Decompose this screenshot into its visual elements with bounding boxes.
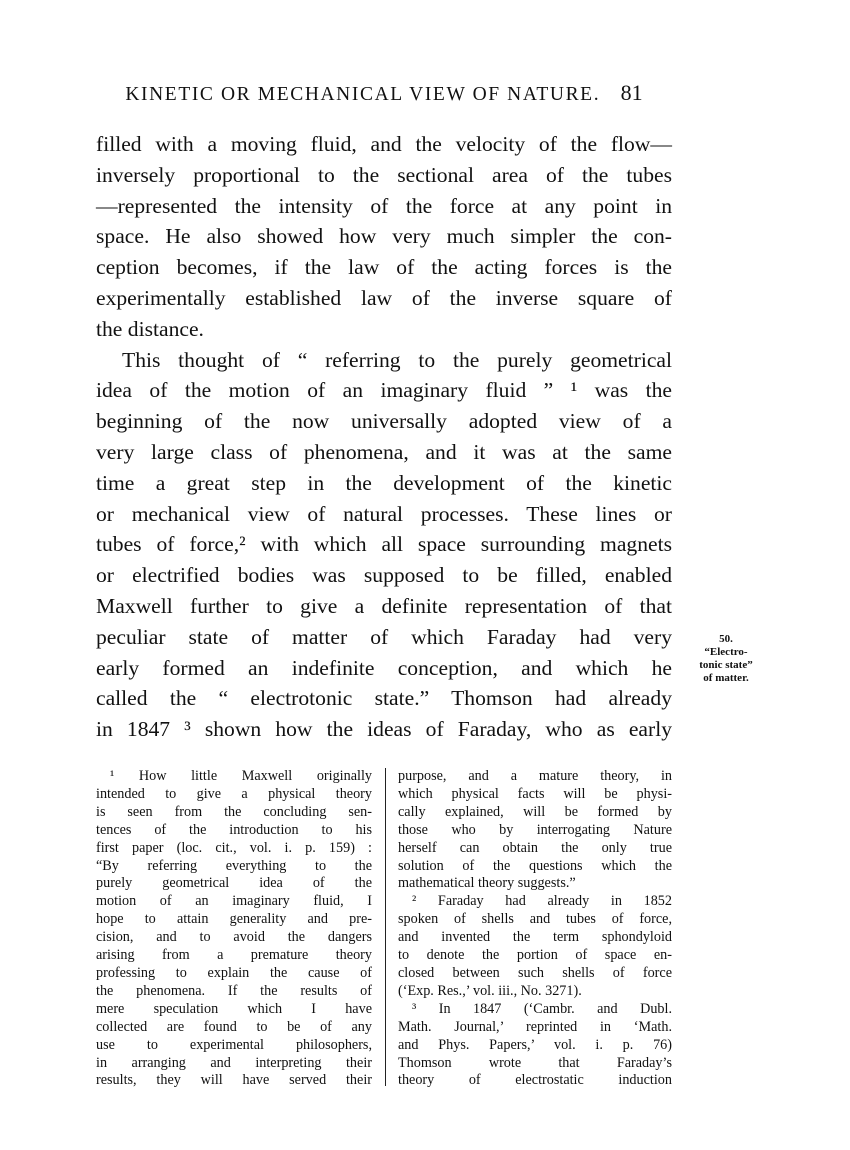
running-title: KINETIC OR MECHANICAL VIEW OF NATURE. — [125, 84, 601, 105]
text-line: or electrified bodies was supposed to be filled, enabled — [96, 563, 672, 588]
footnote-line: cision, and to avoid the dangers — [96, 929, 372, 946]
text-line: very large class of phenomena, and it was at the same — [96, 439, 672, 464]
running-header — [96, 80, 672, 106]
footnote-line: motion of an imaginary fluid, I — [96, 893, 372, 910]
footnote-line: herself can obtain the only true — [398, 839, 672, 856]
text-line: peculiar state of matter of which Faraday had very — [96, 624, 672, 649]
footnote-line: mathematical theory suggests.” — [398, 875, 576, 892]
margin-note — [676, 633, 776, 685]
footnote-line: in arranging and interpreting their — [96, 1054, 372, 1071]
footnote-line: collected are found to be of any — [96, 1018, 372, 1035]
column-divider — [385, 768, 386, 1086]
footnote-column-left — [96, 768, 372, 1090]
footnote-line: ¹ How little Maxwell originally — [110, 768, 372, 784]
text-line: the distance. — [96, 316, 204, 341]
footnote-line: ² Faraday had already in 1852 — [412, 893, 672, 910]
footnote-line: (‘Exp. Res.,’ vol. iii., No. 3271). — [398, 982, 582, 999]
footnote-line: hope to attain generality and pre- — [96, 911, 372, 928]
footnote-line: is seen from the concluding sen- — [96, 803, 372, 820]
footnote-line: professing to explain the cause of — [96, 964, 372, 981]
footnote-line: use to experimental philosophers, — [96, 1036, 372, 1053]
footnote-line: closed between such shells of force — [398, 964, 672, 981]
footnote-line: and invented the term sphondyloid — [398, 929, 672, 946]
footnote-line: and Phys. Papers,’ vol. i. p. 76) — [398, 1036, 672, 1053]
text-line: beginning of the now universally adopted view of a — [96, 409, 672, 434]
footnote-line: cally explained, will be formed by — [398, 803, 672, 820]
footnote-line: tences of the introduction to his — [96, 821, 372, 838]
footnote-line: spoken of shells and tubes of force, — [398, 911, 672, 928]
main-text — [96, 129, 672, 745]
text-line: tubes of force,² with which all space surrounding magnets — [96, 532, 672, 557]
footnote-line: intended to give a physical theory — [96, 785, 372, 802]
margin-note-line: tonic state” — [699, 659, 753, 671]
footnote-line: “By referring everything to the — [96, 857, 372, 874]
footnote-line: mere speculation which I have — [96, 1000, 372, 1017]
text-line: or mechanical view of natural processes. These lines or — [96, 501, 672, 526]
text-line: This thought of “ referring to the purely geometrical — [122, 347, 672, 372]
page-number: 81 — [620, 80, 643, 105]
footnote-line: purely geometrical idea of the — [96, 875, 372, 892]
footnote-line: those who by interrogating Nature — [398, 821, 672, 838]
text-line: filled with a moving fluid, and the velocity of the flow— — [96, 132, 672, 156]
paragraph-1 — [96, 129, 672, 345]
footnote-line: purpose, and a mature theory, in — [398, 768, 672, 784]
text-line: space. He also showed how very much simpler the con- — [96, 224, 672, 249]
footnote-line: results, they will have served their — [96, 1072, 372, 1089]
margin-note-number: 50. — [719, 633, 733, 645]
text-line: —represented the intensity of the force at any point in — [96, 193, 672, 218]
footnote-line: Math. Journal,’ reprinted in ‘Math. — [398, 1018, 672, 1035]
text-line: called the “ electrotonic state.” Thomson had already — [96, 686, 672, 711]
footnote-column-right — [398, 768, 672, 1090]
footnote-line: solution of the questions which the — [398, 857, 672, 874]
text-line: experimentally established law of the inverse square of — [96, 285, 672, 310]
text-line: in 1847 ³ shown how the ideas of Faraday, who as early — [96, 717, 672, 742]
paragraph-2 — [96, 345, 672, 745]
footnote-line: first paper (loc. cit., vol. i. p. 159) : — [96, 839, 372, 856]
margin-note-line: “Electro- — [704, 646, 748, 658]
text-line: Maxwell further to give a definite representation of that — [96, 593, 672, 618]
footnote-line: ³ In 1847 (‘Cambr. and Dubl. — [412, 1000, 672, 1017]
footnote-line: which physical facts will be physi- — [398, 785, 672, 802]
text-line: inversely proportional to the sectional area of the tubes — [96, 162, 672, 187]
text-line: idea of the motion of an imaginary fluid ” ¹ was the — [96, 378, 672, 403]
footnote-line: to denote the portion of space en- — [398, 947, 672, 964]
footnote-line: Thomson wrote that Faraday’s — [398, 1054, 672, 1071]
text-line: early formed an indefinite conception, and which he — [96, 655, 672, 680]
footnote-line: the phenomena. If the results of — [96, 982, 372, 999]
text-line: ception becomes, if the law of the acting forces is the — [96, 255, 672, 280]
footnote-line: theory of electrostatic induction — [398, 1072, 672, 1089]
margin-note-line: of matter. — [703, 672, 749, 684]
footnote-line: arising from a premature theory — [96, 947, 372, 964]
text-line: time a great step in the development of the kinetic — [96, 470, 672, 495]
